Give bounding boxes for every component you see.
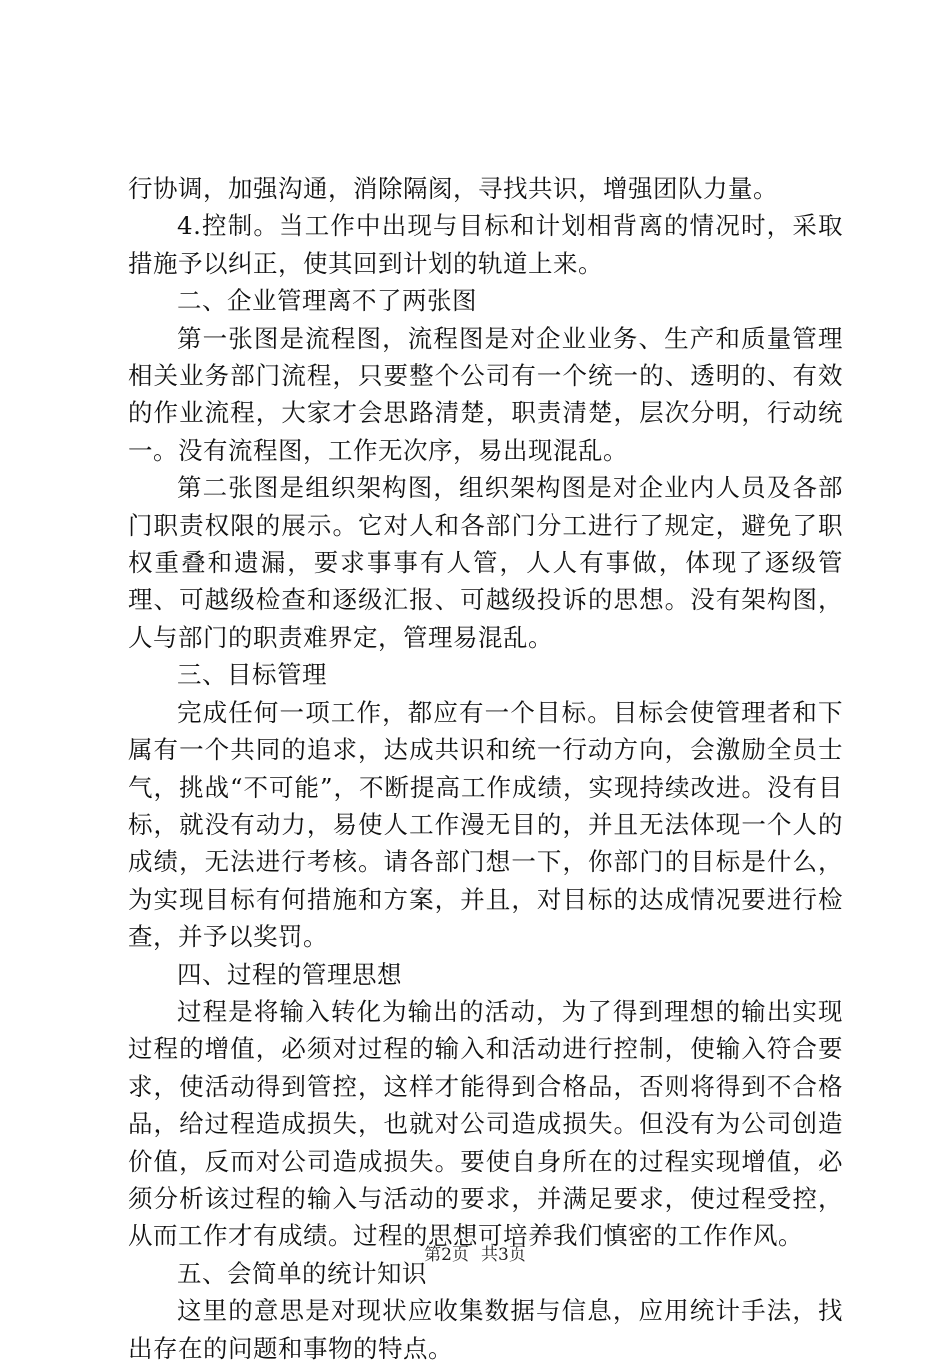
- page-footer: [0, 1244, 950, 1266]
- section-heading: 四、过程的管理思想: [177, 959, 402, 989]
- paragraph: 完成任何一项工作，都应有一个目标。目标会使管理者和下属有一个共同的追求，达成共识和统一行动方向，会激励全员士气，挑战“不可能”，不断提高工作成绩，实现持续改进。没有目标，就没有动力，易使人工作漫无目的，并且无法体现一个人的成绩，无法进行考核。请各部门想一下，你部门的目标是什么，为实现目标有何措施和方案，并且，对目标的达成情况要进行检查，并予以奖罚。: [128, 697, 843, 952]
- paragraph: 第一张图是流程图，流程图是对企业业务、生产和质量管理相关业务部门流程，只要整个公司有一个统一的、透明的、有效的作业流程，大家才会思路清楚，职责清楚，层次分明，行动统一。没有流程图，工作无次序，易出现混乱。: [128, 323, 843, 465]
- section-heading: 五、会简单的统计知识: [177, 1258, 427, 1288]
- section-heading: 三、目标管理: [177, 660, 327, 690]
- paragraph: 这里的意思是对现状应收集数据与信息，应用统计手法，找出存在的问题和事物的特点。: [128, 1296, 843, 1363]
- page-number: 第2页: [424, 1245, 469, 1265]
- paragraph: 行协调，加强沟通，消除隔阂，寻找共识，增强团队力量。: [128, 174, 778, 203]
- paragraph: 过程是将输入转化为输出的活动，为了得到理想的输出实现过程的增值，必须对过程的输入和活动进行控制，使输入符合要求，使活动得到管控，这样才能得到合格品，否则将得到不合格品，给过程造成损失，也就对公司造成损失。但没有为公司创造价值，反而对公司造成损失。要使自身所在的过程实现增值，必须分析该过程的输入与活动的要求，并满足要求，使过程受控，从而工作才有成绩。过程的思想可培养我们慎密的工作作风。: [128, 996, 843, 1251]
- paragraph: 第二张图是组织架构图，组织架构图是对企业内人员及各部门职责权限的展示。它对人和各部门分工进行了规定，避免了职权重叠和遗漏，要求事事有人管，人人有事做，体现了逐级管理、可越级检查和逐级汇报、可越级投诉的思想。没有架构图，人与部门的职责难界定，管理易混乱。: [128, 473, 843, 652]
- document-body: [128, 170, 843, 1367]
- page-total: 共3页: [481, 1245, 526, 1265]
- section-heading: 二、企业管理离不了两张图: [177, 286, 477, 316]
- paragraph: 4.控制。当工作中出现与目标和计划相背离的情况时，采取措施予以纠正，使其回到计划的轨道上来。: [128, 211, 843, 278]
